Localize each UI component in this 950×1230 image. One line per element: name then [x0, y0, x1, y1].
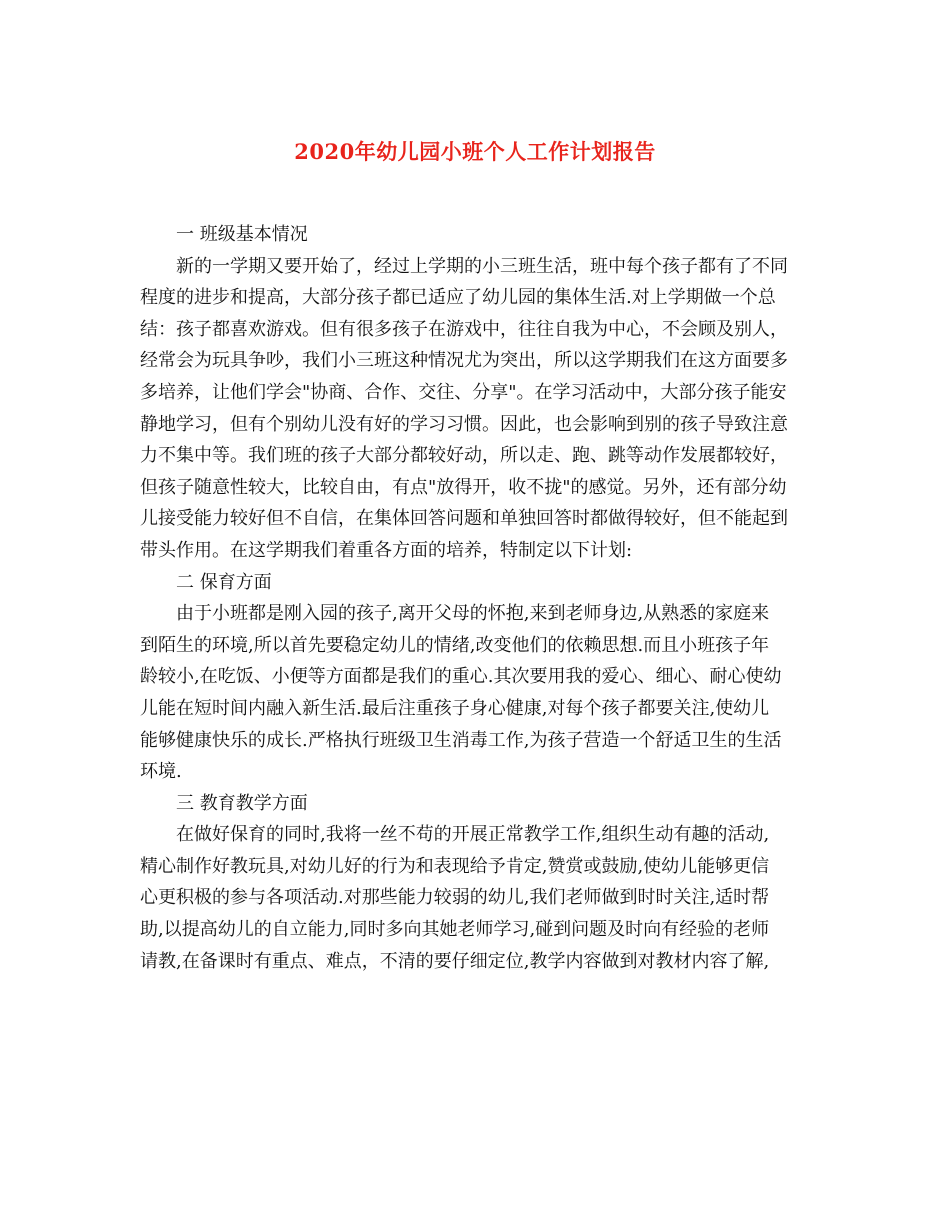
paragraph-line: 助,以提高幼儿的自立能力,同时多向其她老师学习,碰到问题及时向有经验的老师 [140, 919, 770, 941]
paragraph-line: 多培养，让他们学会"协商、合作、交往、分享"。在学习活动中，大部分孩子能安 [140, 381, 787, 403]
section-heading: 二 保育方面 [176, 571, 272, 593]
paragraph-line: 新的一学期又要开始了，经过上学期的小三班生活，班中每个孩子都有了不同 [176, 255, 788, 277]
paragraph-line: 程度的进步和提高，大部分孩子都已适应了幼儿园的集体生活.对上学期做一个总 [140, 287, 776, 309]
paragraph-line: 力不集中等。我们班的孩子大部分都较好动，所以走、跑、跳等动作发展都较好， [140, 445, 788, 467]
paragraph-line: 结：孩子都喜欢游戏。但有很多孩子在游戏中，往往自我为中心，不会顾及别人， [140, 318, 788, 340]
paragraph-line: 在做好保育的同时,我将一丝不苟的开展正常教学工作,组织生动有趣的活动, [176, 824, 770, 846]
paragraph-line: 精心制作好教玩具,对幼儿好的行为和表现给予肯定,赞赏或鼓励,使幼儿能够更信 [140, 855, 770, 877]
paragraph-line: 儿接受能力较好但不自信，在集体回答问题和单独回答时都做得较好，但不能起到 [140, 508, 788, 530]
paragraph-line: 心更积极的参与各项活动.对那些能力较弱的幼儿,我们老师做到时时关注,适时帮 [140, 887, 770, 909]
paragraph-line: 带头作用。在这学期我们着重各方面的培养，特制定以下计划: [140, 539, 633, 561]
paragraph-line: 静地学习，但有个别幼儿没有好的学习习惯。因此，也会影响到别的孩子导致注意 [140, 413, 788, 435]
paragraph-line: 环境. [140, 761, 182, 783]
paragraph-line: 能够健康快乐的成长.严格执行班级卫生消毒工作,为孩子营造一个舒适卫生的生活 [140, 729, 782, 751]
paragraph-line: 龄较小,在吃饭、小便等方面都是我们的重心.其次要用我的爱心、细心、耐心使幼 [140, 666, 782, 688]
document-title: 2020年幼儿园小班个人工作计划报告 [294, 139, 656, 164]
section-heading: 三 教育教学方面 [176, 792, 308, 814]
paragraph-line: 经常会为玩具争吵，我们小三班这种情况尤为突出，所以这学期我们在这方面要多 [140, 350, 788, 372]
paragraph-line: 儿能在短时间内融入新生活.最后注重孩子身心健康,对每个孩子都要关注,使幼儿 [140, 697, 770, 719]
paragraph-line: 但孩子随意性较大，比较自由，有点"放得开，收不拢"的感觉。另外，还有部分幼 [140, 476, 787, 498]
paragraph-line: 请教,在备课时有重点、难点，不清的要仔细定位,教学内容做到对教材内容了解, [140, 950, 770, 972]
paragraph-line: 到陌生的环境,所以首先要稳定幼儿的情绪,改变他们的依赖思想.而且小班孩子年 [140, 634, 770, 656]
section-heading: 一 班级基本情况 [176, 224, 308, 245]
paragraph-line: 由于小班都是刚入园的孩子,离开父母的怀抱,来到老师身边,从熟悉的家庭来 [176, 603, 770, 625]
document-body [140, 219, 816, 977]
